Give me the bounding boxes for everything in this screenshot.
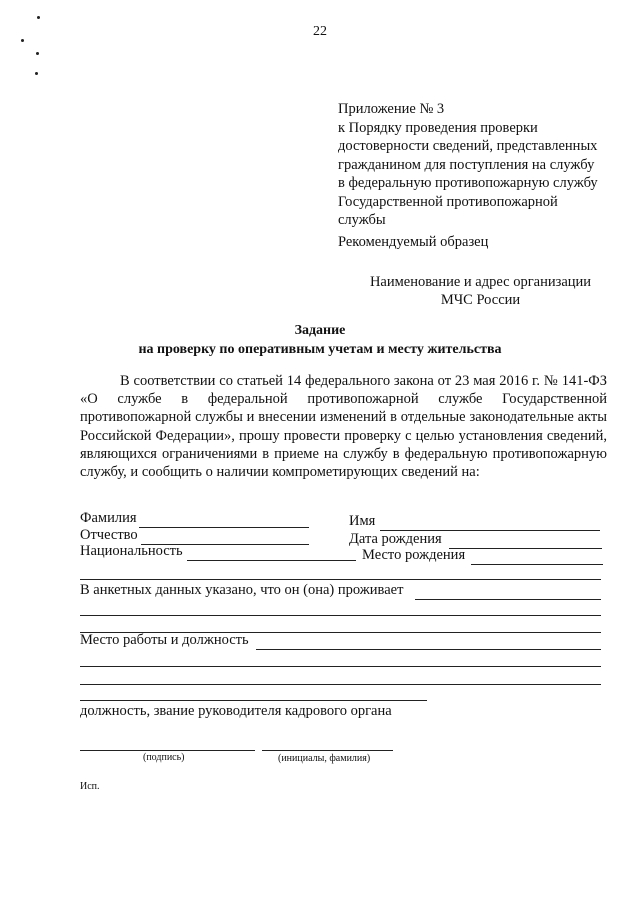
appendix-line: в федеральную противопожарную службу bbox=[338, 175, 598, 191]
recommended-sample: Рекомендуемый образец bbox=[338, 234, 489, 250]
organization-block bbox=[338, 273, 623, 309]
organization-line: Наименование и адрес организации bbox=[369, 274, 592, 290]
organization-line: МЧС России bbox=[440, 292, 521, 308]
birth-date-field[interactable] bbox=[449, 548, 602, 549]
residence-field[interactable] bbox=[415, 599, 601, 600]
name-label: Имя bbox=[349, 513, 376, 529]
head-position-label: должность, звание руководителя кадрового органа bbox=[80, 703, 392, 719]
surname-field[interactable] bbox=[139, 527, 309, 528]
residence-label: В анкетных данных указано, что он (она) проживает bbox=[80, 582, 404, 598]
document-subtitle: на проверку по оперативным учетам и месту жительства bbox=[138, 342, 502, 357]
patronymic-label: Отчество bbox=[80, 527, 138, 543]
appendix-line: Государственной противопожарной bbox=[338, 193, 558, 210]
scan-mark bbox=[36, 52, 39, 55]
nationality-label: Национальность bbox=[80, 543, 183, 559]
appendix-line: Приложение № 3 bbox=[338, 101, 445, 117]
head-position-line[interactable] bbox=[80, 700, 427, 701]
signature-caption: (подпись) bbox=[143, 752, 185, 763]
appendix-line: гражданином для поступления на службу bbox=[338, 156, 595, 173]
birth-place-field[interactable] bbox=[471, 564, 603, 565]
appendix-line: достоверности сведений, представленных bbox=[338, 138, 598, 154]
initials-line[interactable] bbox=[262, 750, 393, 751]
residence-extra-line[interactable] bbox=[80, 615, 601, 616]
scan-mark bbox=[35, 72, 38, 75]
document-title: Задание bbox=[294, 323, 346, 338]
appendix-block bbox=[338, 100, 628, 230]
workplace-extra-line[interactable] bbox=[80, 666, 601, 667]
executor-label: Исп. bbox=[80, 781, 100, 792]
body-paragraph: В соответствии со статьей 14 федерального закона от 23 мая 2016 г. № 141-ФЗ «О службе в федеральной противопожарной службе Государственной противопожарной службы и внесении изменений в отдельные законодательные акты Российской Федерации», прошу провести проверку с целью установления сведений, являющихся ограничениями в приеме на службу в федеральную противопожарную службу, и сообщить о наличии компрометирующих сведений на: bbox=[80, 373, 607, 481]
workplace-extra-line[interactable] bbox=[80, 684, 601, 685]
birth-date-label: Дата рождения bbox=[349, 531, 442, 547]
workplace-label: Место работы и должность bbox=[80, 632, 249, 648]
scan-mark bbox=[37, 16, 40, 19]
surname-label: Фамилия bbox=[80, 510, 137, 526]
page-number: 22 bbox=[313, 24, 327, 39]
appendix-line: к Порядку проведения проверки bbox=[338, 119, 538, 136]
nationality-field[interactable] bbox=[187, 560, 356, 561]
birth-place-label: Место рождения bbox=[362, 547, 466, 563]
signature-line[interactable] bbox=[80, 750, 255, 751]
workplace-field[interactable] bbox=[256, 649, 601, 650]
nationality-extra-line[interactable] bbox=[80, 579, 601, 580]
initials-caption: (инициалы, фамилия) bbox=[278, 753, 371, 764]
appendix-line: службы bbox=[338, 212, 386, 228]
